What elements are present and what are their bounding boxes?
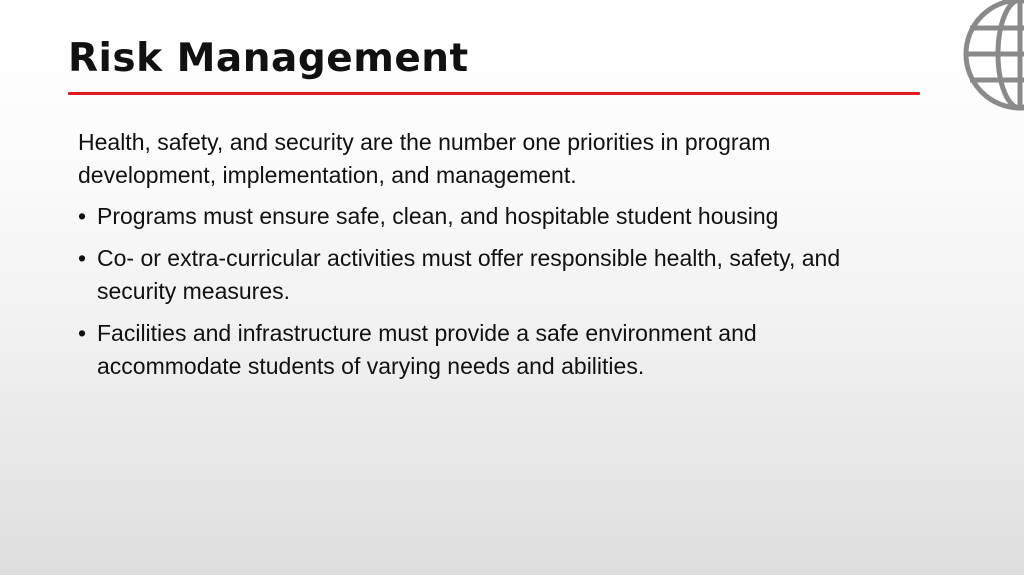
bullet-list (78, 200, 898, 383)
bullet-item (78, 242, 898, 308)
intro-paragraph: Health, safety, and security are the number one priorities in program development, implementation, and management. (78, 129, 771, 188)
bullet-item (78, 200, 898, 233)
bullet-text: Facilities and infrastructure must provide a safe environment and accommodate students of varying needs and abilities. (97, 320, 757, 379)
bullet-text: Programs must ensure safe, clean, and hospitable student housing (97, 203, 779, 229)
bullet-dot: • (78, 203, 87, 229)
bullet-item (78, 317, 898, 383)
slide-body (78, 126, 898, 392)
slide-title: Risk Management (68, 36, 469, 81)
bullet-dot: • (78, 320, 87, 346)
globe-icon (958, 0, 1024, 114)
bullet-text: Co- or extra-curricular activities must offer responsible health, safety, and security measures. (97, 245, 841, 304)
bullet-dot: • (78, 245, 87, 271)
title-underline (68, 92, 920, 95)
